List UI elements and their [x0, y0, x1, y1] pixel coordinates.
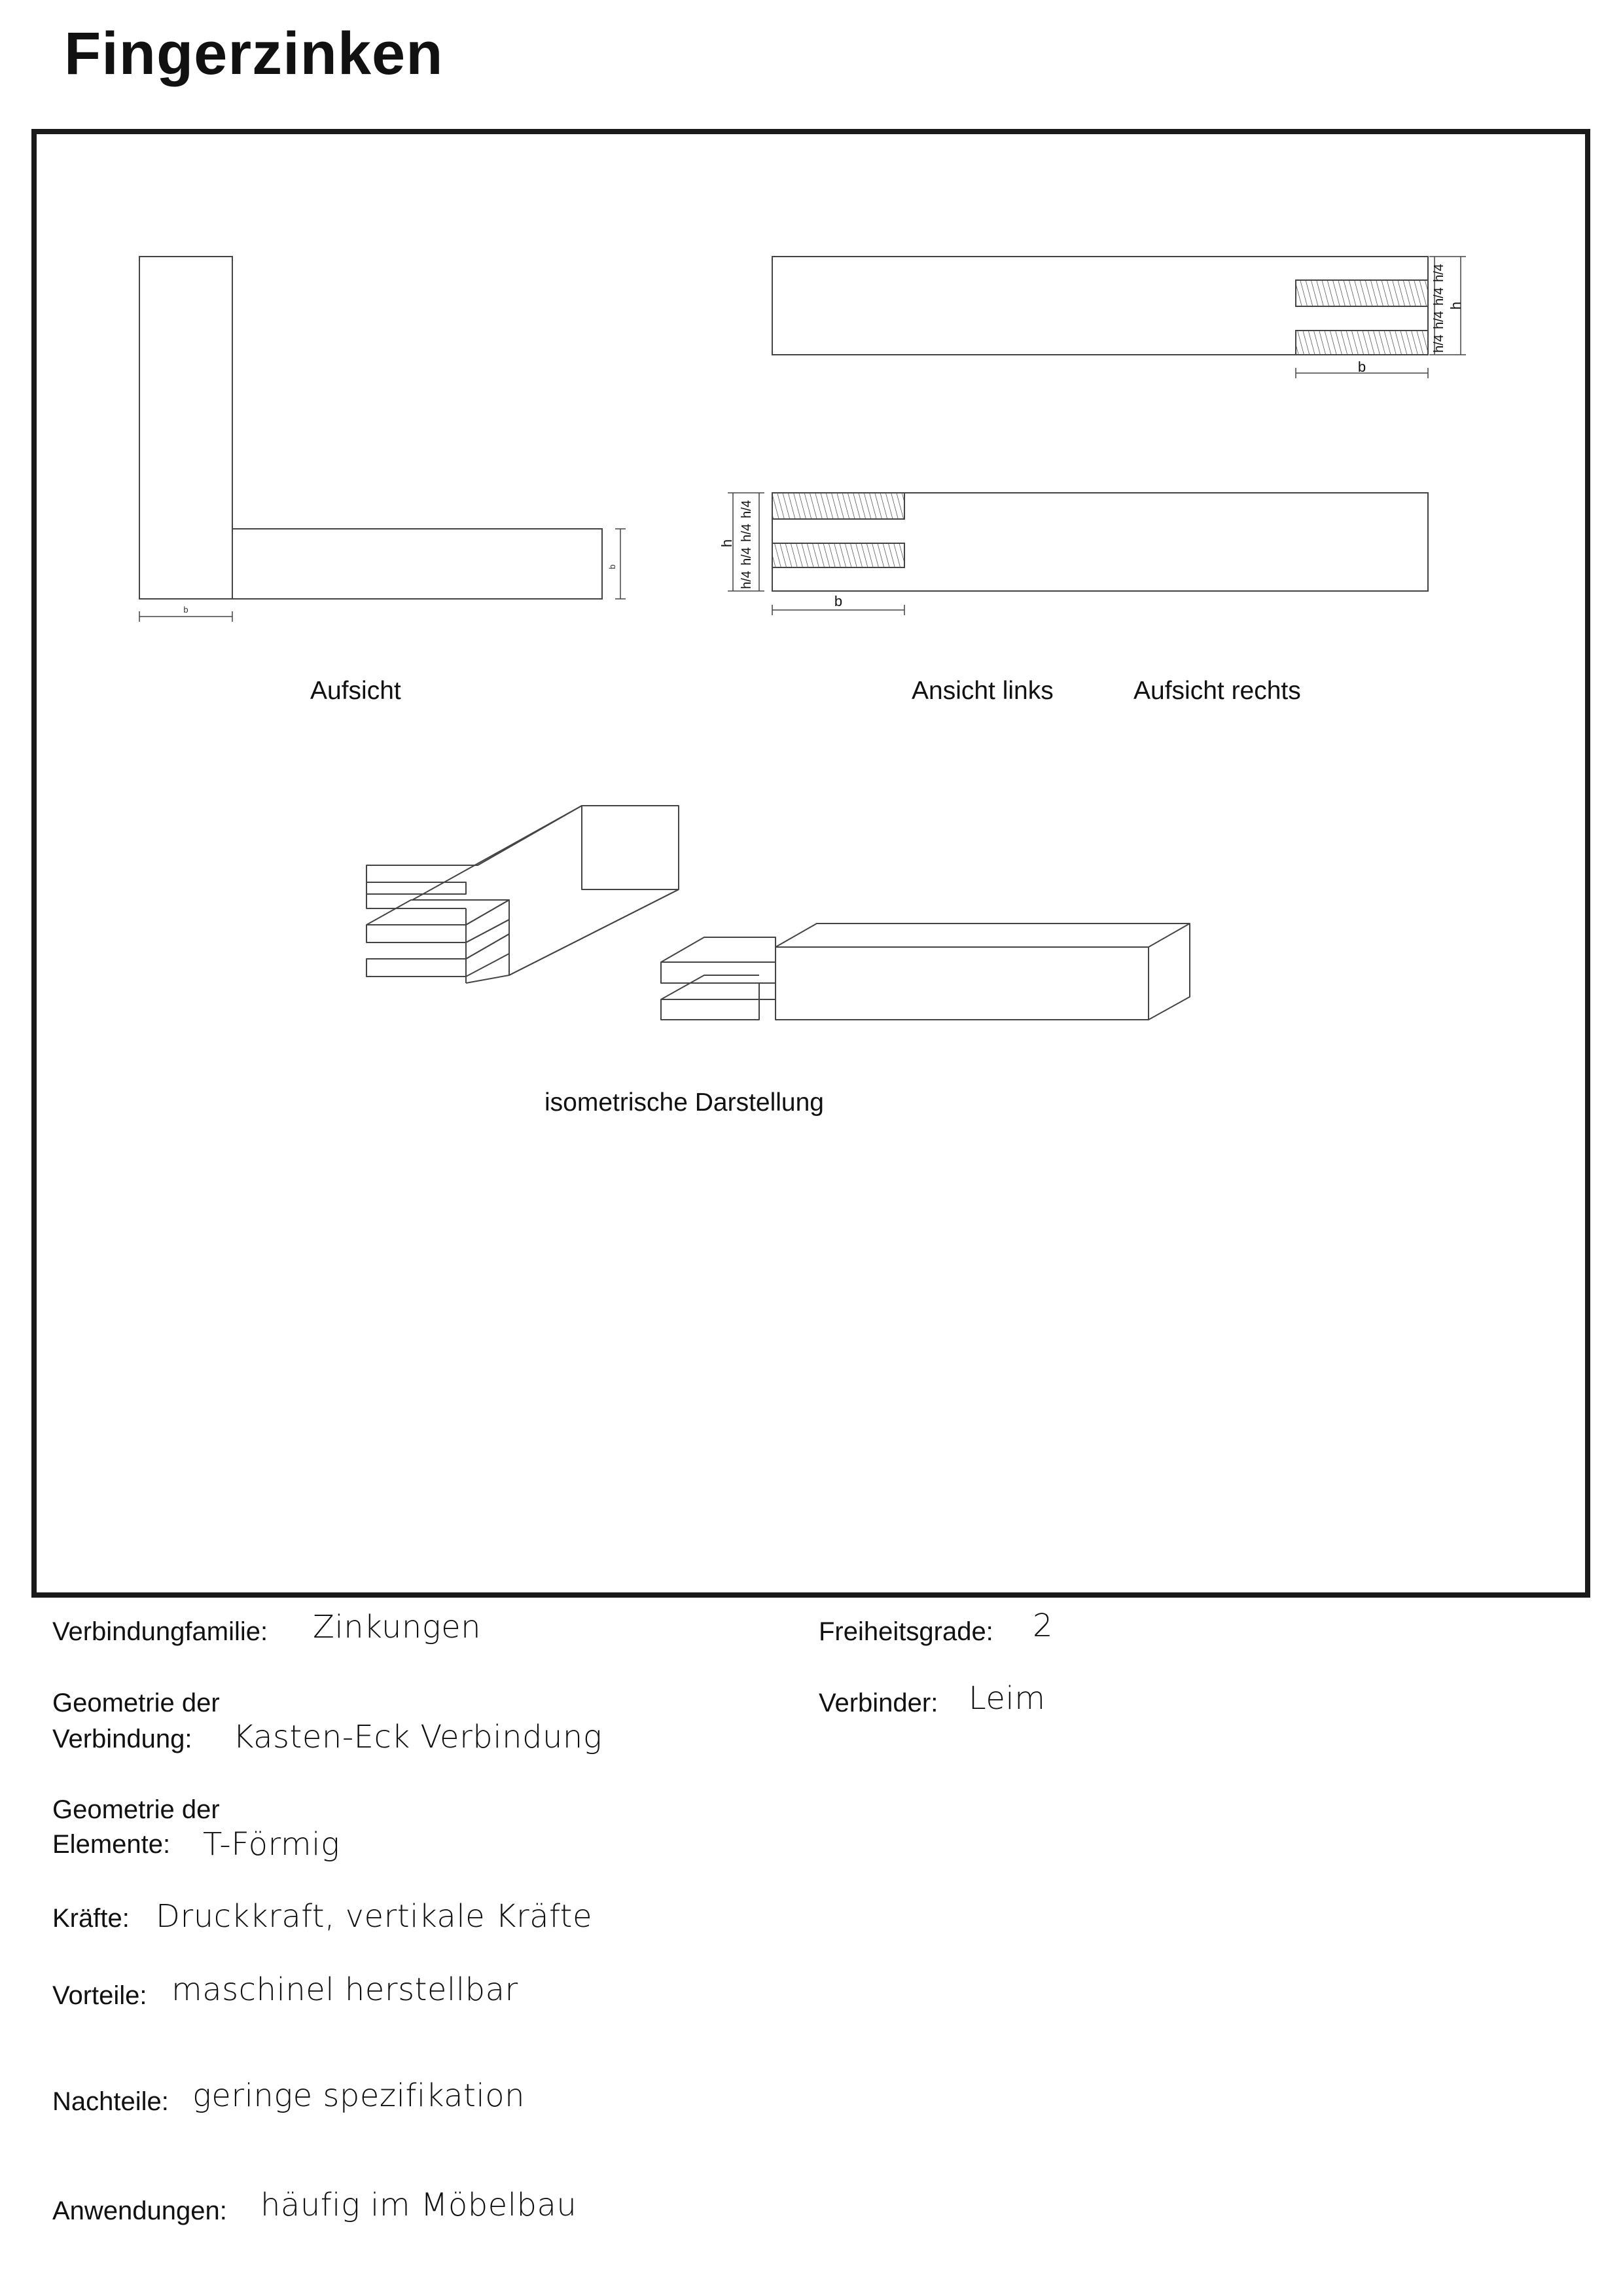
- dof-label: Freiheitsgrade:: [819, 1617, 993, 1646]
- svg-text:h/4: h/4: [1432, 264, 1446, 282]
- svg-text:h: h: [719, 539, 735, 548]
- isometric-drawing: [366, 806, 1190, 1020]
- dof-value: 2: [1033, 1607, 1054, 1644]
- family-label: Verbindungfamilie:: [52, 1617, 268, 1646]
- top-view-drawing: [139, 257, 626, 622]
- forces-value: Druckkraft, vertikale Kräfte: [156, 1898, 592, 1935]
- svg-text:h/4: h/4: [740, 524, 754, 542]
- svg-text:h/4: h/4: [1432, 311, 1446, 329]
- svg-text:h/4: h/4: [1432, 334, 1446, 353]
- uses-label: Anwendungen:: [52, 2197, 227, 2225]
- dim-b-top: b: [183, 605, 188, 615]
- uses-value: häufig im Möbelbau: [260, 2187, 577, 2223]
- dim-b-left: b: [834, 593, 843, 609]
- cons-label: Nachteile:: [52, 2087, 169, 2116]
- svg-text:h/4: h/4: [740, 571, 754, 589]
- pros-label: Vorteile:: [52, 1981, 147, 2010]
- quarter-dims-right: [1432, 264, 1464, 353]
- svg-text:h/4: h/4: [1432, 287, 1446, 306]
- svg-text:h: h: [1448, 301, 1464, 310]
- geo-conn-label-1: Geometrie der: [52, 1689, 220, 1717]
- dim-b-right: b: [1357, 359, 1366, 375]
- caption-top-view: Aufsicht: [310, 677, 401, 705]
- svg-text:h/4: h/4: [740, 500, 754, 518]
- svg-text:h/4: h/4: [740, 547, 754, 565]
- page-title: Fingerzinken: [64, 20, 444, 87]
- geo-elem-label-1: Geometrie der: [52, 1795, 220, 1824]
- connector-label: Verbinder:: [819, 1689, 938, 1717]
- cons-value: geringe spezifikation: [192, 2077, 526, 2114]
- geo-elem-value: T-Förmig: [203, 1826, 340, 1863]
- caption-right-top-view: Aufsicht rechts: [1133, 677, 1301, 705]
- connector-value: Leim: [969, 1680, 1046, 1717]
- dim-b-side: b: [607, 564, 617, 569]
- geo-conn-value: Kasten-Eck Verbindung: [233, 1719, 603, 1755]
- caption-left-view: Ansicht links: [912, 677, 1054, 705]
- family-value: Zinkungen: [313, 1609, 482, 1645]
- pros-value: maschinel herstellbar: [171, 1971, 518, 2008]
- caption-isometric: isometrische Darstellung: [544, 1088, 825, 1117]
- quarter-dims-left: [719, 500, 754, 589]
- geo-conn-label-2: Verbindung:: [52, 1725, 192, 1753]
- left-view-drawing: [728, 493, 1428, 615]
- forces-label: Kräfte:: [52, 1904, 130, 1933]
- geo-elem-label-2: Elemente:: [52, 1830, 171, 1859]
